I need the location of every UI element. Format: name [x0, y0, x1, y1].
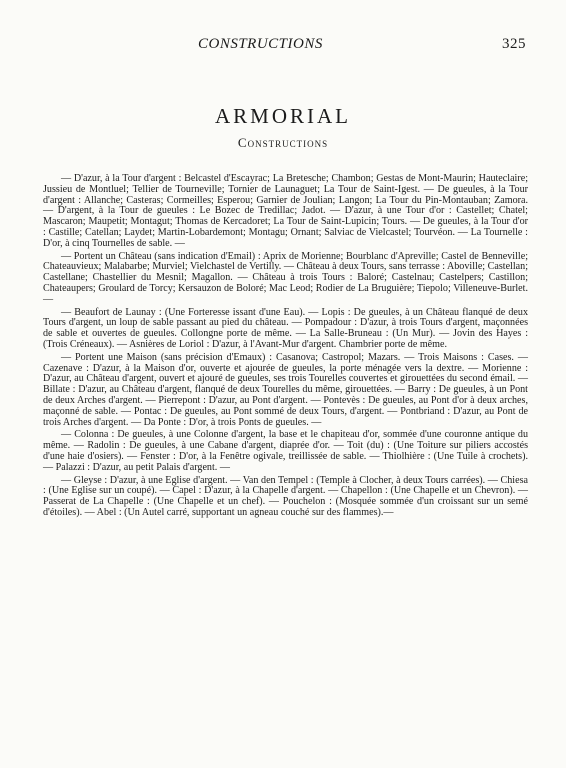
paragraph-houses-bridges: — Portent une Maison (sans précision d'Emaux) : Casanova; Castropol; Mazars. — Trois Maisons : Cases. — Cazenave : D'azur, à la Maison d'or, ouverte et ajourée de gueules, la porte ménagée vers la dextre. — Morienne : D'azur, au Château d'argent, ouvert et ajouré de gueules, ses trois Tourelles couvertes et girouettées du second émail. — Billate : D'azur, au Château d'argent, flanqué de deux Tourelles du même, girouettées. — Barry : De gueules, à un Pont de deux Arches d'argent. — Pierrepont : D'azur, au Pont d'argent. — Pontevès : De gueules, au Pont d'or à deux arches, maçonné de sable. — Pontac : De gueules, au Pont sommé de deux Tours, d'argent. — Pontbriand : D'azur, au Pont de trois Arches d'argent. — Da Ponte : D'or, à trois Ponts de gueules. —	[43, 351, 528, 428]
page-number: 325	[502, 36, 526, 52]
paragraph-columns-roofs: — Colonna : De gueules, à une Colonne d'argent, la base et le chapiteau d'or, sommée d'une couronne antique du même. — Radolin : De gueules, à une Cabane d'argent, diaprée d'or. — Toit (du) : (Une Toiture sur piliers accostés d'une haie d'osiers). — Fenster : D'or, à la Fenêtre ogivale, treillissée de sable. — Thiolhière : (Une Tuile à crochets). — Palazzi : D'azur, au petit Palais d'argent. —	[43, 429, 528, 473]
paragraph-towers: — D'azur, à la Tour d'argent : Belcastel d'Escayrac; La Bretesche; Chambon; Gestas de Mont-Maurin; Hauteclaire; Jussieu de Montluel; Tellier de Tourneville; Tornier de Launaguet; La Tour de Saint-Igest. — De gueules, à la Tour d'argent : Allanche; Casteras; Cormeilles; Esperou; Garnier de Joulian; Langon; La Tour du Pin-Montauban; Zamora. — D'argent, à la Tour de gueules : Le Bozec de Tredillac; Jadot. — D'azur, à une Tour d'or : Castellet; Chatel; Mascaron; Maupetit; Montagut; Thomas de Kercadoret; La Tour de Saint-Lupicin; Tours. — De gueules, à la Tour d'or : Castille; Catellan; Laydet; Martin-Lobardemont; Montagu; Ornant; Salviac de Vielcastel; Tourvéon. — La Tournelle : D'or, à cinq Tournelles de sable. —	[43, 173, 528, 249]
running-title: CONSTRUCTIONS	[198, 36, 323, 52]
paragraph-fortresses: — Beaufort de Launay : (Une Forteresse issant d'une Eau). — Lopis : De gueules, à un Château flanqué de deux Tours d'argent, un loup de sable passant au pied du château. — Pompadour : D'azur, à trois Tours d'argent, maçonnées de sable et ouvertes de gueules. Collongne porte de même. — La Salle-Bruneau : (Un Mur). — Jovin des Hayes : (Trois Créneaux). — Asnières de Loriol : D'azur, à l'Avant-Mur d'argent. Chambrier porte de même.	[43, 306, 528, 350]
section-subtitle: Constructions	[237, 135, 329, 150]
body-text	[43, 174, 528, 519]
paragraph-castles: — Portent un Château (sans indication d'Email) : Aprix de Morienne; Bourblanc d'Apreville; Castel de Benneville; Chateauvieux; Malabarbe; Murviel; Vielchastel de Vertilly. — Château à deux Tours, sans terrasse : Aboville; Castellan; Castellane; Chastellier du Mesnil; Magallon. — Château à trois Tours : Baloré; Castelnau; Castelpers; Castillon; Chateaupers; Groulard de Torcy; Kersauzon de Boloré; Mac Leod; Rodier de La Bruguière; Tiepolo; Villeneuve-Burlet. —	[43, 250, 528, 305]
paragraph-churches: — Gleyse : D'azur, à une Eglise d'argent. — Van den Tempel : (Temple à Clocher, à deux Tours carrées). — Chiesa : (Une Eglise sur un coupé). — Capel : D'azur, à la Chapelle d'argent. — Chapellon : (Une Chapelle et un Chevron). — Passerat de La Chapelle : (Une Chapelle et un chef). — Pouchelon : (Mosquée sommée d'un croissant sur un semé d'étoiles). — Abel : (Un Autel carré, supportant un agneau couché sur des flammes).—	[43, 474, 528, 518]
section-title: ARMORIAL	[214, 104, 351, 128]
